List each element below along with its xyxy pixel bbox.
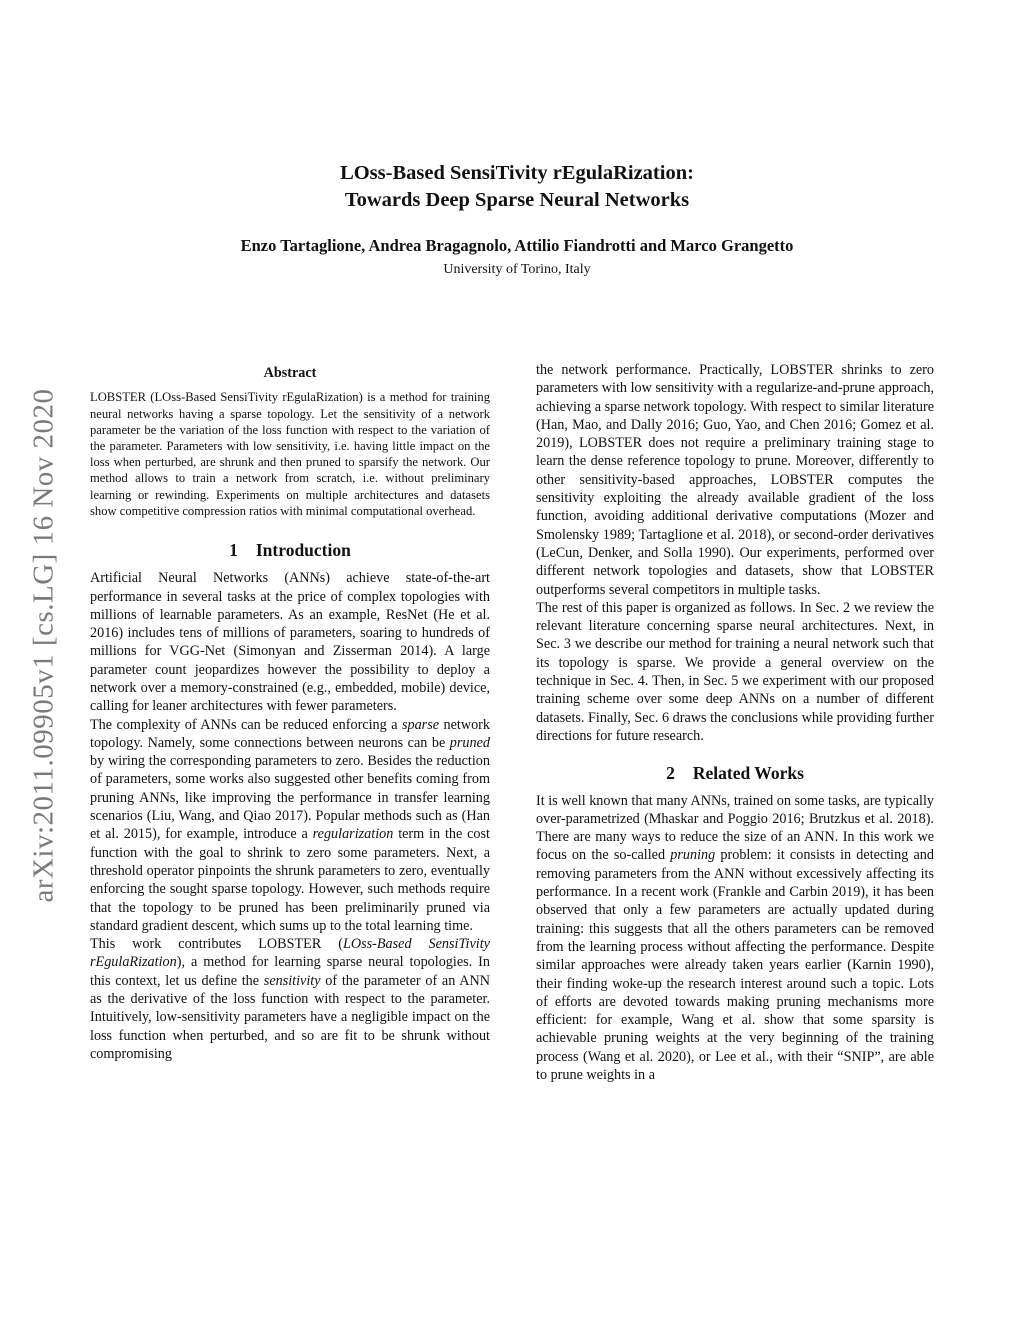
right-column [536,361,934,1084]
title-line-1: LOss-Based SensiTivity rEgulaRization: [340,162,694,184]
section-heading-introduction [90,541,490,559]
arxiv-id: arXiv:2011.09905v1 [cs.LG] 16 Nov 2020 [27,387,60,903]
section-title: Related Works [692,763,804,784]
paper-title [112,160,922,214]
intro-paragraph-2: The complexity of ANNs can be reduced enforcing a sparse network topology. Namely, some connections between neurons can be pruned by wiring the corresponding parameters to zero. Besides the reduction of parameters, some works also suggested other benefits coming from pruning ANNs, like improving the performance in transfer learning scenarios (Liu, Wang, and Qiao 2017). Popular methods such as (Han et al. 2015), for example, introduce a regularization term in the cost function with the goal to shrink to zero some parameters. Next, a threshold operator pinpoints the shrunk parameters to zero, eventually enforcing the sought sparse topology. However, such methods require that the topology to be pruned has been preliminarily pruned via standard gradient descent, which sums up to the total learning time. [90,716,490,934]
section-number: 1 [229,539,238,560]
section-title: Introduction [255,539,351,560]
left-column [90,360,490,1063]
abstract-heading: Abstract [263,365,317,381]
authors: Enzo Tartaglione, Andrea Bragagnolo, Attilio Fiandrotti and Marco Grangetto [240,236,794,255]
title-line-2: Towards Deep Sparse Neural Networks [344,189,690,211]
affiliation: University of Torino, Italy [443,262,591,277]
arxiv-sidebar-stamp [22,345,66,945]
intro-paragraph-4: the network performance. Practically, LOBSTER shrinks to zero parameters with low sensitivity with a regularize-and-prune approach, achieving a sparse network topology. With respect to similar literature (Han, Mao, and Dally 2016; Guo, Yao, and Chen 2016; Gomez et al. 2019), LOBSTER does not require a preliminary training stage to learn the dense reference topology to prune. Moreover, differently to other sensitivity-based approaches, LOBSTER computes the sensitivity exploiting the already available gradient of the loss function, avoiding additional derivative computations (Mozer and Smolensky 1989; Tartaglione et al. 2018), or second-order derivatives (LeCun, Denker, and Solla 1990). Our experiments, performed over different network topologies and datasets, show that LOBSTER outperforms several competitors in multiple tasks. [536,362,934,598]
intro-paragraph-1: Artificial Neural Networks (ANNs) achieve state-of-the-art performance in several tasks at the price of complex topologies with millions of learnable parameters. As an example, ResNet (He et al. 2016) includes tens of millions of parameters, soaring to hundreds of millions for VGG-Net (Simonyan and Zisserman 2014). A large parameter count jeopardizes however the possibility to deploy a network over a memory-constrained (e.g., embedded, mobile) device, calling for leaner architectures with fewer parameters. [90,570,490,715]
intro-paragraph-5: The rest of this paper is organized as follows. In Sec. 2 we review the relevant literature concerning sparse neural architectures. Next, in Sec. 3 we describe our method for training a neural network such that its topology is sparse. We provide a general overview on the technique in Sec. 4. Then, in Sec. 5 we experiment with our proposed training scheme over some deep ANNs on a number of different datasets. Finally, Sec. 6 draws the conclusions while providing further directions for future research. [536,599,934,744]
related-paragraph-1: It is well known that many ANNs, trained on some tasks, are typically over-parametrized (Mhaskar and Poggio 2016; Brutzkus et al. 2018). There are many ways to reduce the size of an ANN. In this work we focus on the so-called pruning problem: it consists in detecting and removing parameters from the ANN without excessively affecting its performance. In a recent work (Frankle and Carbin 2019), it has been observed that only a few parameters are actually updated during training: this suggests that all the others parameters can be removed from the learning process without affecting the performance. Despite similar approaches were already taken years earlier (Karnin 1990), their finding woke-up the research interest around such a topic. Lots of efforts are devoted towards making pruning mechanisms more efficient: for example, Wang et al. show that some sparsity is achievable pruning weights at the very beginning of the training process (Wang et al. 2020), or Lee et al., with their “SNIP”, are able to prune weights in a [536,792,934,1083]
intro-paragraph-3: This work contributes LOBSTER (LOss-Based SensiTivity rEgulaRization), a method for learning sparse neural topologies. In this context, let us define the sensitivity of the parameter of an ANN as the derivative of the loss function with respect to the parameter. Intuitively, low-sensitivity parameters have a negligible impact on the loss function when perturbed, and so are fit to be shrunk without compromising [90,936,490,1062]
section-heading-related-works [536,764,934,782]
section-number: 2 [666,763,675,784]
abstract-text: LOBSTER (LOss-Based SensiTivity rEgulaRization) is a method for training neural networks having a sparse topology. Let the sensitivity of a network parameter be the variation of the loss function with respect to the variation of the parameter. Parameters with low sensitivity, i.e. having little impact on the loss when perturbed, are shrunk and then pruned to sparsify the network. Our method allows to train a network from scratch, i.e. without preliminary learning or rewinding. Experiments on multiple architectures and datasets show competitive compression ratios with minimal computational overhead. [90,390,490,518]
